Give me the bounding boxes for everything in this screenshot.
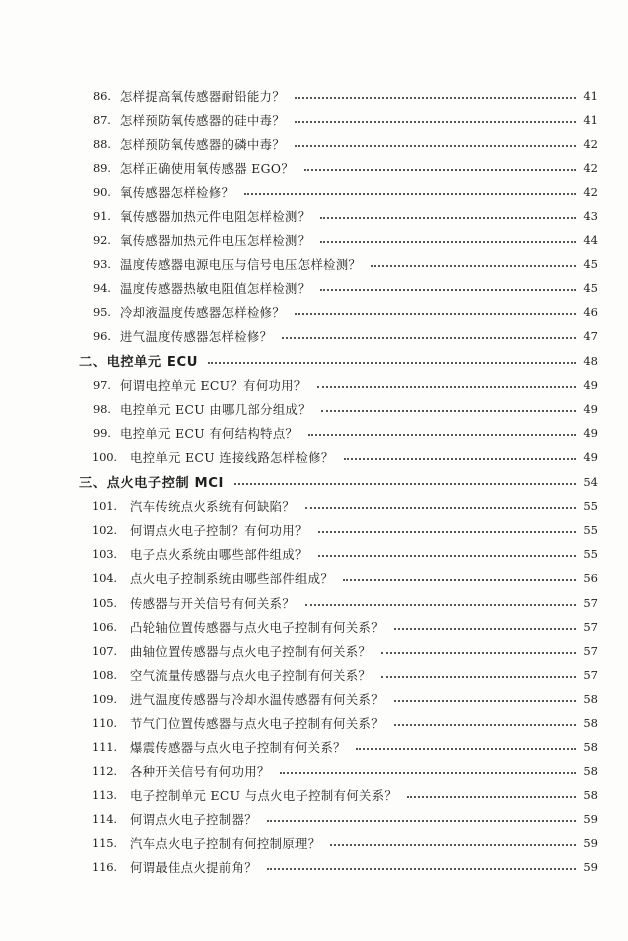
toc-entry-title: 何谓电控单元 ECU？有何功用？ [120,379,307,394]
toc-entry-number: 114. [92,811,117,826]
dot-leader [305,597,576,609]
toc-entry[interactable] [0,397,628,421]
toc-entry[interactable] [0,421,628,445]
toc-entry-number: 111. [92,739,117,754]
dot-leader [381,669,576,681]
dot-leader [394,717,576,729]
toc-entry-number: 96. [93,329,111,344]
toc-page-number: 57 [583,667,598,682]
toc-entry-title: 怎样提高氧传感器耐铅能力？ [120,90,286,105]
toc-page-number: 49 [583,402,598,417]
toc-entry-title: 怎样预防氧传感器的磷中毒？ [120,138,286,153]
dot-leader [320,210,576,222]
toc-entry-number: 108. [92,667,117,682]
toc-entry-number: 90. [93,185,111,200]
toc-entry-number: 98. [93,402,111,417]
toc-entry[interactable] [0,639,628,663]
toc-entry-title: 温度传感器热敏电阻值怎样检测？ [120,282,311,297]
toc-page-number: 58 [583,715,598,730]
dot-leader [295,306,576,318]
toc-entry[interactable] [0,566,628,590]
toc-entry-number: 87. [93,113,111,128]
toc-page-number: 49 [583,378,598,393]
dot-leader [267,861,576,873]
dot-leader [394,621,576,633]
dot-leader [208,355,576,367]
toc-entry-number: 105. [92,595,117,610]
toc-entry[interactable] [0,324,628,348]
toc-entry-number: 110. [92,715,117,730]
toc-page-number: 49 [583,426,598,441]
toc-entry[interactable] [0,735,628,759]
dot-leader [282,330,576,342]
toc-entry-title: 节气门位置传感器与点火电子控制有何关系？ [130,716,384,731]
toc-entry-title: 爆震传感器与点火电子控制有何关系？ [130,740,346,755]
toc-entry[interactable] [0,108,628,132]
toc-entry-number: 115. [92,835,117,850]
toc-entry-number: 99. [93,426,111,441]
toc-entry[interactable] [0,300,628,324]
toc-entry-number: 94. [93,281,111,296]
toc-entry-number: 93. [93,257,111,272]
toc-entry-title: 怎样预防氧传感器的硅中毒？ [120,114,286,129]
toc-entry-title: 氧传感器加热元件电阻怎样检测？ [120,210,311,225]
toc-entry-number: 101. [92,499,117,514]
toc-entry-number: 103. [92,547,117,562]
toc-page-number: 42 [583,185,598,200]
dot-leader [356,741,576,753]
toc-entry-number: 92. [93,233,111,248]
toc-page-number: 58 [583,691,598,706]
dot-leader [344,451,576,463]
toc-entry-title: 电子控制单元 ECU 与点火电子控制有何关系？ [130,788,398,803]
toc-entry-title: 冷却液温度传感器怎样检修？ [120,306,286,321]
dot-leader [317,379,576,391]
toc-page-number: 42 [583,137,598,152]
toc-page-number: 55 [583,499,598,514]
toc-entry-title: 电控单元 ECU 由哪几部分组成？ [120,403,311,418]
toc-entry[interactable] [0,373,628,397]
toc-page-number: 45 [583,281,598,296]
toc-entry-number: 86. [93,89,111,104]
dot-leader [308,427,576,439]
toc-page-number: 55 [583,547,598,562]
toc-entry[interactable] [0,276,628,300]
toc-page-number: 41 [583,113,598,128]
toc-entry[interactable] [0,615,628,639]
toc-page-number: 47 [583,329,598,344]
toc-entry-number: 97. [93,378,111,393]
dot-leader [343,572,576,584]
dot-leader [244,186,576,198]
toc-entry-number: 100. [92,450,117,465]
toc-entry-title: 进气温度传感器与冷却水温传感器有何关系？ [130,692,384,707]
dot-leader [305,500,576,512]
dot-leader [295,138,576,150]
toc-entry-number: 113. [92,787,117,802]
toc-entry-title: 进气温度传感器怎样检修？ [120,330,273,345]
toc-entry-number: 109. [92,691,117,706]
toc-entry[interactable] [0,132,628,156]
toc-page-number: 58 [583,739,598,754]
dot-leader [280,765,576,777]
toc-entry[interactable] [0,204,628,228]
toc-page-number: 54 [583,474,598,489]
toc-entry[interactable] [0,252,628,276]
toc-entry-number: 88. [93,137,111,152]
section-title: 三、点火电子控制 MCI [79,476,224,492]
toc-entry[interactable] [0,590,628,614]
toc-entry-title: 点火电子控制系统由哪些部件组成？ [130,572,334,587]
toc-section-heading[interactable] [0,470,628,495]
toc-page-number: 58 [583,763,598,778]
toc-entry-title: 凸轮轴位置传感器与点火电子控制有何关系？ [130,620,384,635]
toc-entry-number: 107. [92,643,117,658]
toc-entry[interactable] [0,180,628,204]
toc-entry-title: 何谓最佳点火提前角？ [130,861,257,876]
toc-entry-number: 91. [93,209,111,224]
dot-leader [234,476,576,488]
toc-entry[interactable] [0,711,628,735]
toc-entry-number: 104. [92,571,117,586]
dot-leader [267,813,576,825]
toc-page-number: 56 [583,571,598,586]
toc-entry-number: 112. [92,763,117,778]
toc-page-number: 41 [583,89,598,104]
toc-page-number: 45 [583,257,598,272]
dot-leader [295,90,576,102]
dot-leader [318,548,576,560]
toc-entry-title: 曲轴位置传感器与点火电子控制有何关系？ [130,644,372,659]
toc-entry[interactable] [0,759,628,783]
dot-leader [407,789,576,801]
toc-entry[interactable] [0,445,628,469]
toc-entry-number: 95. [93,305,111,320]
toc-entry-title: 电子点火系统由哪些部件组成？ [130,548,308,563]
toc-entry[interactable] [0,663,628,687]
toc-page-number: 44 [583,233,598,248]
section-title: 二、电控单元 ECU [79,355,199,371]
dot-leader [381,645,576,657]
dot-leader [330,837,576,849]
dot-leader [318,524,576,536]
toc-entry-title: 何谓点火电子控制器？ [130,812,257,827]
toc-entry-number: 106. [92,619,117,634]
toc-page-number: 46 [583,305,598,320]
toc-entry[interactable] [0,156,628,180]
toc-entry-title: 氧传感器加热元件电压怎样检测？ [120,234,311,249]
toc-page-number: 59 [583,811,598,826]
dot-leader [371,258,576,270]
toc-entry-title: 电控单元 ECU 有何结构特点？ [120,427,299,442]
toc-entry[interactable] [0,687,628,711]
toc-entry-title: 传感器与开关信号有何关系？ [130,596,296,611]
toc-entry-title: 空气流量传感器与点火电子控制有何关系？ [130,668,372,683]
toc-entry-title: 温度传感器电源电压与信号电压怎样检测？ [120,258,362,273]
toc-page-number: 58 [583,787,598,802]
table-of-contents [0,84,628,879]
toc-entry-title: 电控单元 ECU 连接线路怎样检修？ [130,451,334,466]
toc-entry-title: 汽车点火电子控制有何控制原理？ [130,836,321,851]
toc-page-number: 57 [583,619,598,634]
dot-leader [304,162,576,174]
toc-entry[interactable] [0,228,628,252]
dot-leader [321,403,576,415]
toc-page-number: 57 [583,595,598,610]
dot-leader [394,693,576,705]
dot-leader [320,234,576,246]
toc-entry[interactable] [0,84,628,108]
toc-entry[interactable] [0,855,628,879]
toc-entry[interactable] [0,494,628,518]
toc-entry-title: 怎样正确使用氧传感器 EGO？ [120,162,295,177]
toc-entry[interactable] [0,807,628,831]
toc-entry-number: 89. [93,161,111,176]
dot-leader [320,282,576,294]
toc-page-number: 43 [583,209,598,224]
toc-page-number: 59 [583,860,598,875]
toc-entry-title: 汽车传统点火系统有何缺陷？ [130,500,296,515]
toc-entry-title: 氧传感器怎样检修？ [120,186,235,201]
toc-page-number: 59 [583,835,598,850]
toc-page-number: 48 [583,353,598,368]
toc-page-number: 55 [583,523,598,538]
toc-entry[interactable] [0,783,628,807]
toc-entry-title: 各种开关信号有何功用？ [130,764,270,779]
dot-leader [295,114,576,126]
toc-entry[interactable] [0,542,628,566]
toc-page-number: 49 [583,450,598,465]
toc-section-heading[interactable] [0,349,628,374]
toc-page-number: 57 [583,643,598,658]
toc-entry-number: 116. [92,860,117,875]
toc-entry[interactable] [0,831,628,855]
toc-entry[interactable] [0,518,628,542]
toc-entry-title: 何谓点火电子控制？有何功用？ [130,524,308,539]
toc-entry-number: 102. [92,523,117,538]
toc-page-number: 42 [583,161,598,176]
